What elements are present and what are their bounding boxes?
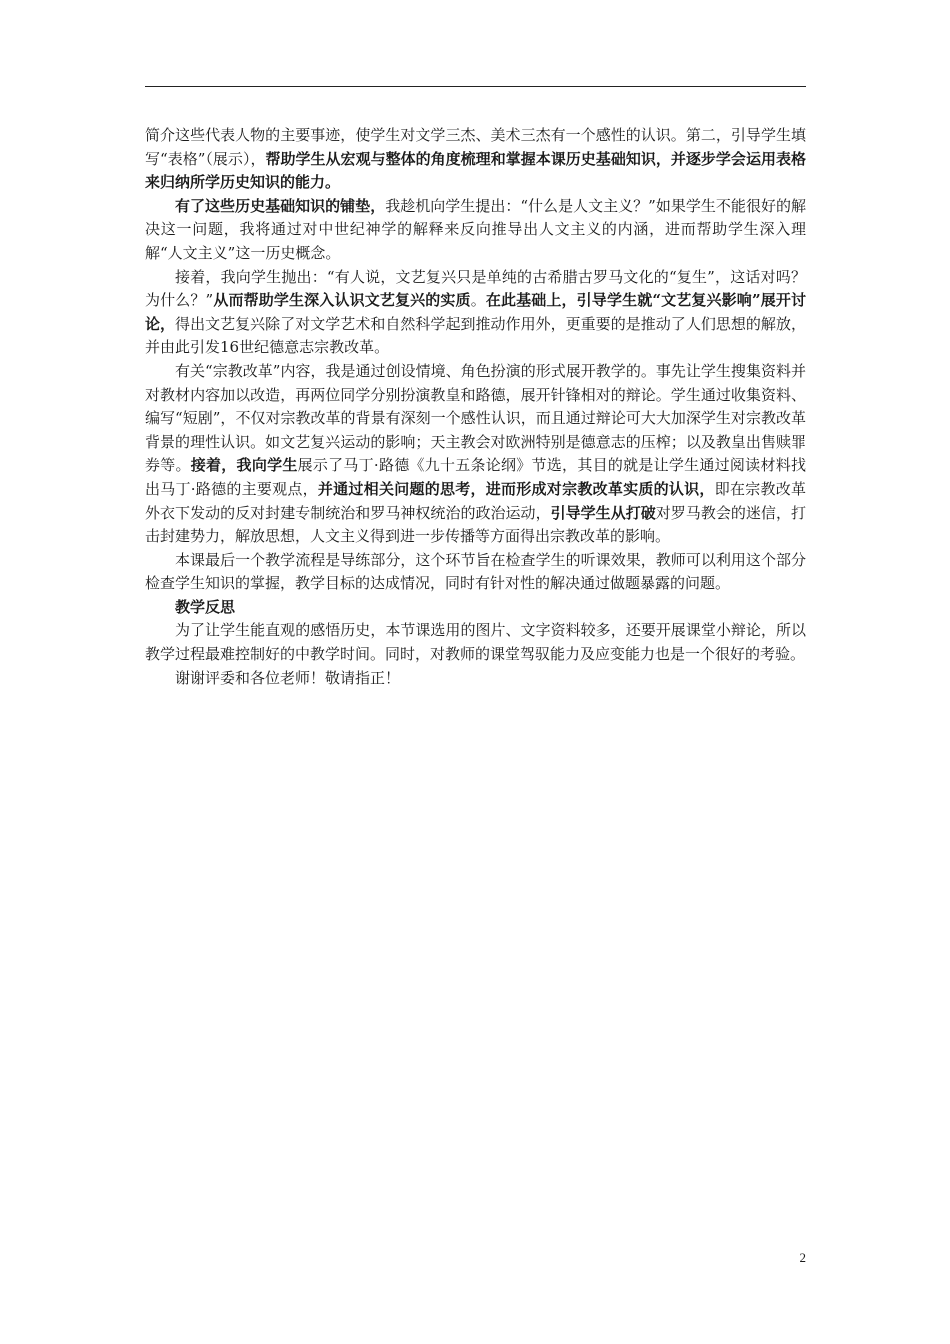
bold-text-run: 引导学生从打破 [550,503,656,522]
bold-text-run: 教学反思 [175,597,236,616]
page-number: 2 [799,1250,806,1265]
text-run: 得出文艺复兴除了对文学艺术和自然科学起到推动作用外，更重要的是推动了人们思想的解放，并由此引发16世纪德意志宗教改革。 [145,314,806,357]
bold-text-run: 接着，我向学生 [190,456,298,475]
bold-text-run: 从而帮助学生深入认识文艺复兴的实质 [213,291,471,310]
bold-text-run: 在此基础上，引导学生就“文艺复兴影响”展开讨论， [145,291,806,333]
text-run: 我趁机向学生提出：“什么是人文主义？”如果学生不能很好的解决这一问题，我将通过对中世纪神学的解释来反向推导出人文主义的内涵，进而帮助学生深入理解“人文主义”这一历史概念。 [145,196,806,262]
text-run: 对罗马教会的迷信，打击封建势力，解放思想，人文主义得到进一步传播等方面得出宗教改革的影响。 [145,503,806,546]
section-heading [145,596,806,620]
document-body [145,124,806,690]
header-rule [145,86,806,87]
paragraph [145,549,806,596]
text-run: 即在宗教改革外衣下发动的反对封建专制统治和罗马神权统治的政治运动， [145,479,806,522]
text-run: 。 [470,291,486,310]
text-run: 展示了马丁·路德《九十五条论纲》节选，其目的就是让学生通过阅读材料找出马丁·路德的主要观点， [145,456,806,498]
text-run: 接着，我向学生抛出：“有人说，文艺复兴只是单纯的古希腊古罗马文化的“复生”，这话对吗？为什么？” [145,267,806,310]
bold-text-run: 有了这些历史基础知识的铺垫， [175,196,386,215]
paragraph [145,195,806,266]
text-run: 谢谢评委和各位老师！敬请指正！ [175,668,401,687]
bold-text-run: 帮助学生从宏观与整体的角度梳理和掌握本课历史基础知识，并逐步学会运用表格来归纳所学历史知识的能力。 [145,149,806,192]
bold-text-run: 并通过相关问题的思考，进而形成对宗教改革实质的认识， [317,479,715,498]
text-run: 简介这些代表人物的主要事迹，使学生对文学三杰、美术三杰有一个感性的认识。第二，引导学生填写“表格”（展示）， [145,126,806,168]
paragraph [145,619,806,666]
text-run: 有关“宗教改革”内容，我是通过创设情境、角色扮演的形式展开教学的。事先让学生搜集资料并对教材内容加以改造，再两位同学分别扮演教皇和路德，展开针锋相对的辩论。学生通过收集资料、编写“短剧”，不仅对宗教改革的背景有深刻一个感性认识，而且通过辩论可大大加深学生对宗教改革背景的理性认识。如文艺复兴运动的影响；天主教会对欧洲特别是德意志的压榨；以及教皇出售赎罪券等。 [145,361,806,475]
paragraph [145,124,806,195]
text-run: 本课最后一个教学流程是导练部分，这个环节旨在检查学生的听课效果，教师可以利用这个部分检查学生知识的掌握，教学目标的达成情况，同时有针对性的解决通过做题暴露的问题。 [145,550,806,593]
paragraph [145,360,806,549]
text-run: 为了让学生能直观的感悟历史，本节课选用的图片、文字资料较多，还要开展课堂小辩论，所以教学过程最难控制好的中教学时间。同时，对教师的课堂驾驭能力及应变能力也是一个很好的考验。 [145,621,806,664]
paragraph [145,266,806,360]
closing-line [145,667,806,691]
